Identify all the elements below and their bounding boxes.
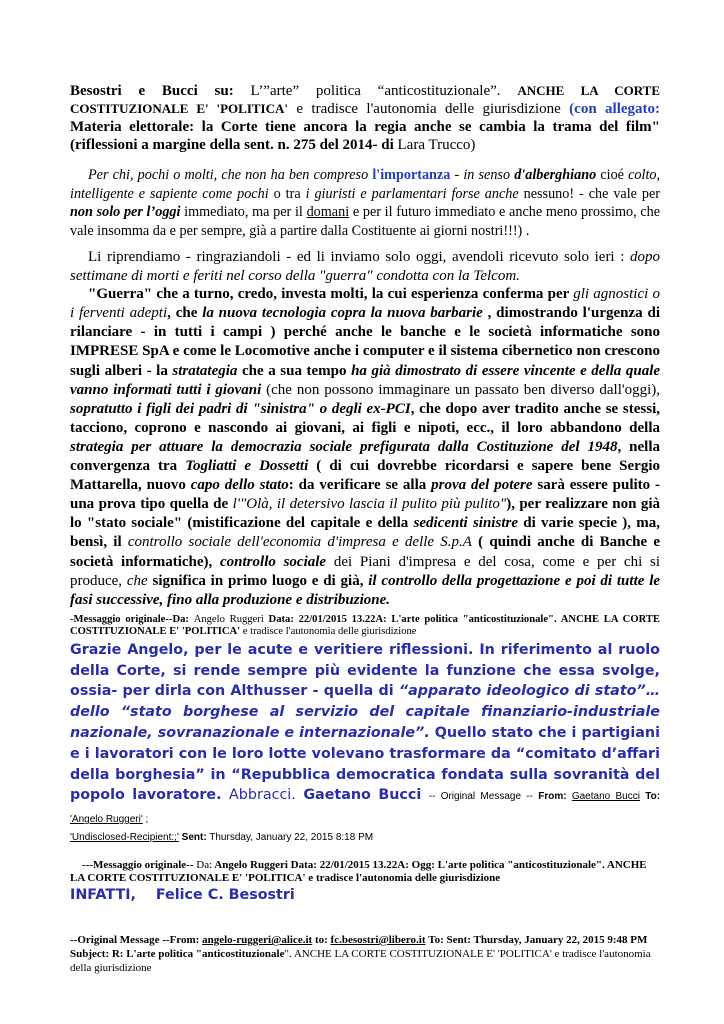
p3-a3: , che [167,305,198,322]
header-con-allegato: (con allegato: [569,101,661,117]
msg2-da: Da: [196,858,213,871]
footer-original-message [70,933,660,975]
footer-label: --Original Message --From: [70,933,200,946]
undisclosed-recipient-link[interactable]: 'Undisclosed-Recipient:;' [70,831,179,843]
p3-a7: che a sua tempo [242,362,347,379]
p3-a14: Togliatti e Dossetti [185,458,309,475]
msg1-tail: e tradisce l'autonomia delle giurisdizione [242,625,417,637]
intro-text-10: e per il futuro immediato e anche meno prossimo, che vale insomma da e per sempre, già a partire dalla Costituente ai giorni nostri!!!) . [70,204,661,239]
p3-a28: che [126,572,148,589]
orig-to-link[interactable]: 'Angelo Ruggeri' [70,814,143,826]
p3-a10: sopratutto i figli dei padri di "sinistra" o degli ex-PCI [70,400,411,417]
intro-text-7: nessuno! - che vale per [523,185,661,202]
document-page [70,82,660,975]
original-message-2 [70,859,660,885]
p3-a11: , che dopo aver tradito anche se stessi, tacciono, coprono e nascondo ai giovani, ai figli e nipoti, ecc., il loro abbandono della [70,400,660,436]
p3-a6: stratategia [172,362,238,379]
p3-a13: , nella convergenza tra [70,438,660,475]
header-author-trucco: Lara Trucco) [397,137,476,153]
p3-a5: , dimostrando l'urgenza di rilanciare - in tutti i campi ) perché anche le banche e le società informatiche sono IMPRESE SpA e come le Locomotive anche i computer e il sistema cibernetico non crescono sugli alberi - la [70,305,660,379]
p3-a15: ( di cui dovrebbe ricordarsi e sapere bene Sergio Mattarella, nuovo [70,458,661,494]
reply-original-line-2 [70,831,660,845]
msg2-rest: Angelo Ruggeri Data: 22/01/2015 13.22A: Ogg: L'arte politica "anticostituzionale". ANCHE LA CORTE COSTITUZIONALE E' 'POLITICA' e tradisce l'autonomia delle giurisdizione [70,858,647,884]
paragraph-riprendiamo [70,248,660,285]
p3-a30: il controllo della progettazione e poi di tutte le fasi successive, fino alla produzione e distribuzione. [70,572,661,608]
orig-from-label: From: [538,791,567,803]
p3-a9: (che non possono immaginare un passato ben diverso dall'oggi), [266,381,660,398]
orig-to-label: To: [645,791,661,803]
sent-label: Sent: [181,831,207,843]
p3-a12: strategia per attuare la democrazia sociale prefigurata dalla Costituzione del 1948 [70,438,618,455]
besostri-signer: Felice C. Besostri [155,886,295,903]
intro-text-1: Per chi, pochi o molti, che non ha ben compreso [88,167,369,183]
orig-header-label: -- Original Message -- [428,791,533,803]
intro-text-8: non solo per l’oggi [70,204,181,220]
p3-a26: controllo sociale [220,553,327,570]
intro-text-6: i giuristi e parlamentari forse anche [305,185,519,202]
signature-besostri [70,886,660,905]
header-title-a: L’”arte” politica “anticostituzionale”. [250,83,501,99]
intro-text-4: colto, intelligente e sapiente come pochi [70,167,661,202]
footer-subject: To: Sent: Thursday, January 22, 2015 9:48 PM Subject: R: L'arte politica "anticostituzionale [70,933,648,960]
msg1-from: Angelo Ruggeri [193,613,264,625]
p3-a2: gli agnostici o i ferventi adepti [70,286,660,322]
reply-text-3: Quello stato che i partigiani e i lavoratori con le loro lotte volevano trasformare da “comitato d’affari della borghesia” in “Repubblica democratica fondata sulla sovranità del popolo lavoratore. [70,724,660,804]
reply-signer: Gaetano Bucci [303,787,422,804]
footer-from-email-link[interactable]: angelo-ruggeri@alice.it [202,933,313,946]
intro-text-5: o tra [273,185,301,202]
reply-bucci [70,640,660,831]
footer-to-email-link[interactable]: fc.besostri@libero.it [330,933,426,946]
header-title-c: e tradisce l'autonomia delle giurisdizione [296,101,561,117]
p3-a17: : da verificare se alla [288,477,427,494]
p3-a21: ), per realizzare non già lo "stato sociale" (mistificazione del capitale e della [70,496,660,532]
reply-text-1: Grazie Angelo, per le acute e veritiere riflessioni. In riferimento al ruolo della Corte, si rende sempre più evidente la funzione che essa svolge, ossia- per dirla con Althusser - quella di [70,641,660,700]
p3-a8: ha già dimostrato di essere vincente e della quale vanno informati tutti i giovani [70,362,661,398]
intro-alberghiano: d'alberghiano [514,167,597,183]
header-title-b: ANCHE LA CORTE COSTITUZIONALE E' 'POLITICA' [70,83,660,116]
p2-text-2: dopo settimane di morti e feriti nel corso della "guerra" condotta con la Telcom. [70,249,661,284]
p3-a1: "Guerra" che a turno, credo, investa molti, la cui esperienza conferma per [88,286,570,303]
header-authors: Besostri e Bucci [70,83,198,99]
intro-importanza: l'importanza [372,167,451,183]
msg2-label: ---Messaggio originale-- [82,858,194,871]
header-riflessioni: (riflessioni a margine della sent. n. 275 del 2014- di [70,137,394,153]
paragraph-guerra [70,285,660,610]
reply-quote: “apparato ideologico di stato”… dello “stato borghese al servizio del capitale finanziario-industriale nazionale, sovranazionale e internazionale”. [70,683,660,741]
p3-a16: capo dello stato [190,477,289,494]
msg1-label: -Messaggio originale--Da: [70,613,189,625]
infatti-word: INFATTI, [70,886,136,903]
p3-a19: sarà essere pulito - una prova tipo quella de [70,477,661,513]
intro-text-3: cioé [600,167,624,183]
intro-domani: domani [306,204,350,220]
p3-a27: dei Piani d'impresa e del cosa, come e per chi si produce, [70,553,661,589]
p2-text-1: Li riprendiamo - ringraziandoli - ed li inviamo solo oggi, avendoli ricevuto solo ieri : [88,249,625,265]
document-header [70,82,660,154]
sent-date: Thursday, January 22, 2015 8:18 PM [209,831,374,843]
p3-a18: prova del potere [431,477,533,494]
header-su: su: [214,83,234,99]
original-message-1 [70,614,660,638]
p3-a24: controllo sociale dell'economia d'impresa e delle S.p.A [127,534,472,551]
header-attachment: Materia elettorale: la Corte tiene ancora la regia anche se cambia la trama del film" [70,119,660,135]
intro-text-2: - in senso [454,167,511,183]
p3-a23: di varie specie ), ma, bensì, il [70,515,661,551]
p3-a25: ( quindi anche di Banche e società informatiche), [70,534,661,570]
reply-abbracci: Abbracci. [229,787,296,804]
footer-subject-tail: ". ANCHE LA CORTE COSTITUZIONALE E' 'POLITICA' e tradisce l'autonomia della giurisdizione [70,947,651,974]
orig-from-link[interactable]: Gaetano Bucci [571,791,640,803]
footer-to-label: to: [314,933,328,946]
p3-a4: la nuova tecnologia copra la nuova barbarie [202,305,483,322]
orig-semicolon: ; [145,814,149,826]
p3-a20: l'"Olà, il detersivo lascia il pulito più pulito" [232,496,507,513]
intro-paragraph [70,166,660,240]
p3-a29: significa in primo luogo e di già, [152,572,364,589]
p3-a22: sedicenti sinistre [413,515,518,532]
msg1-subject: Data: 22/01/2015 13.22A: L'arte politica "anticostituzionale". ANCHE LA CORTE COSTITUZIONALE E' 'POLITICA' [70,613,660,637]
intro-text-9: immediato, ma per il [184,204,303,220]
